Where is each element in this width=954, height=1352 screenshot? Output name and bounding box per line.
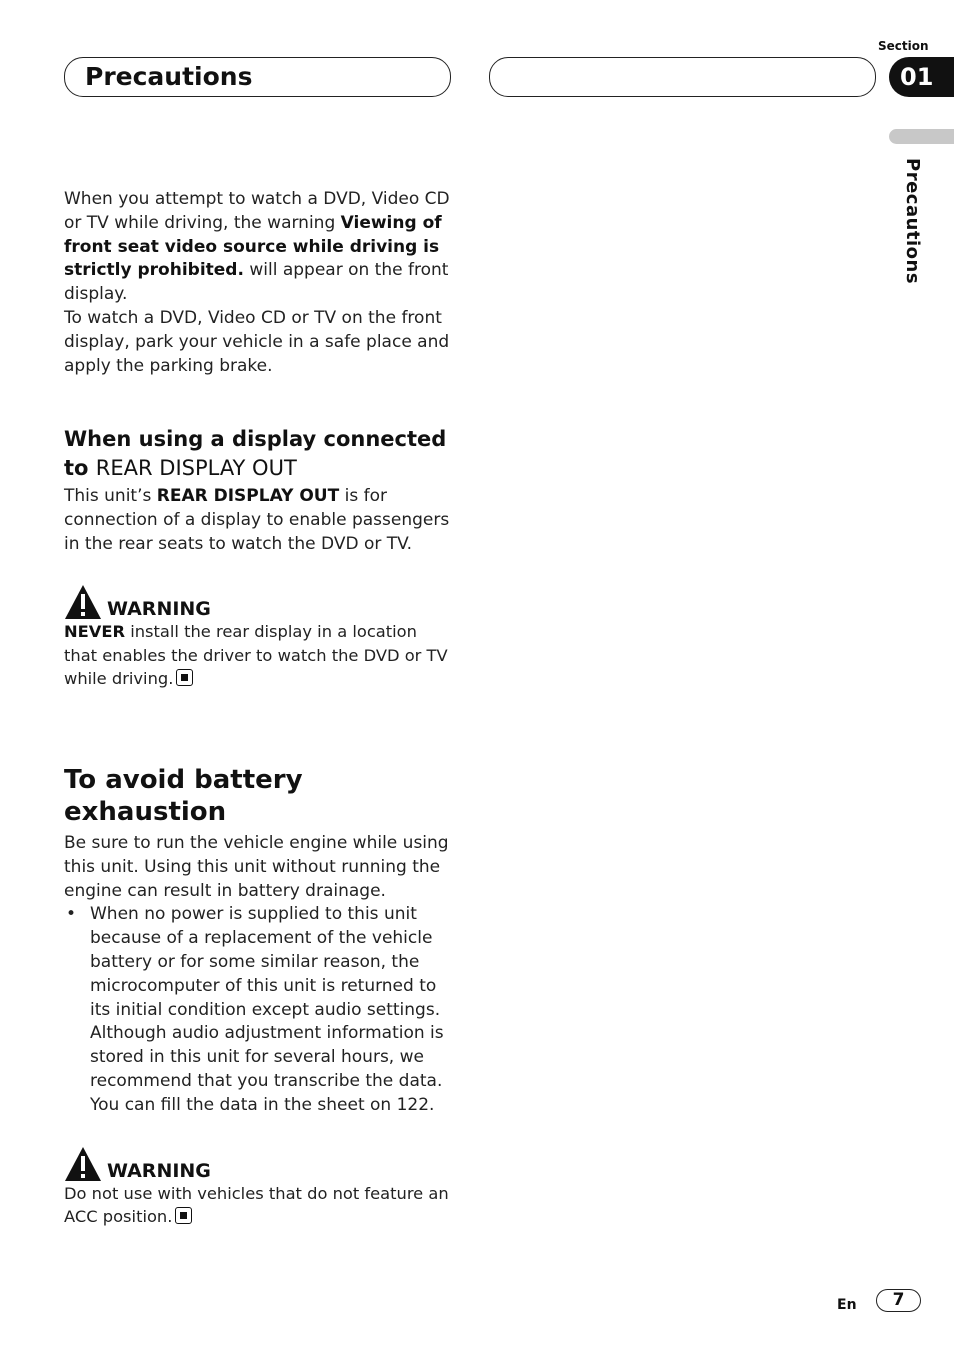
side-tab-label: Precautions: [902, 158, 923, 285]
warning-message-text: Viewing of front seat video source while driving is strictly prohibited.: [64, 212, 442, 281]
end-mark-icon: [176, 669, 193, 686]
warning-header: [64, 1144, 454, 1182]
warning-triangle-icon: [64, 1146, 102, 1182]
end-mark-icon: [175, 1207, 192, 1224]
warning-label: WARNING: [107, 598, 211, 621]
page-number: 7: [876, 1289, 921, 1312]
header-empty-box: [489, 57, 876, 97]
intro-paragraph-1: When you attempt to watch a DVD, Video CD or TV while driving, the warning Viewing of front seat video source while driving is strictly prohibited. will appear on the front display.: [64, 189, 450, 305]
bullet-icon: •: [66, 904, 77, 925]
side-tab-marker: [889, 129, 954, 144]
rear-display-text: This unit’s REAR DISPLAY OUT is for connection of a display to enable passengers in the rear seats to watch the DVD or TV.: [64, 486, 450, 554]
battery-section: [64, 764, 454, 1229]
list-item: [64, 903, 454, 1117]
rear-display-section: [64, 425, 454, 691]
battery-heading: To avoid battery exhaustion: [64, 765, 303, 827]
page-title: Precautions: [85, 62, 253, 91]
intro-paragraph-2: To watch a DVD, Video CD or TV on the front display, park your vehicle in a safe place and apply the parking brake.: [64, 307, 450, 376]
rear-display-heading: When using a display connected to REAR DISPLAY OUT: [64, 427, 447, 480]
warning-triangle-icon: [64, 584, 102, 620]
warning-header: [64, 582, 454, 620]
section-number-badge: 01: [889, 57, 954, 97]
intro-section: [64, 188, 454, 378]
language-label: En: [837, 1297, 857, 1313]
warning-label: WARNING: [107, 1159, 211, 1182]
battery-text: Be sure to run the vehicle engine while using this unit. Using this unit without running the engine can result in battery drainage.: [64, 833, 449, 901]
warning-text: NEVER install the rear display in a location that enables the driver to watch the DVD or TV while driving.: [64, 622, 448, 689]
bullet-text: When no power is supplied to this unit because of a replacement of the vehicle battery or for some similar reason, the microcomputer of this unit is returned to its initial condition except audio settings. Although audio adjustment information is stored in this unit for several hours, we recommend that you transcribe the data. You can fill the data in the sheet on 122.: [90, 904, 444, 1115]
warning-text: Do not use with vehicles that do not feature an ACC position.: [64, 1183, 449, 1227]
header-title-box: [64, 57, 451, 97]
section-label: Section: [878, 39, 929, 53]
